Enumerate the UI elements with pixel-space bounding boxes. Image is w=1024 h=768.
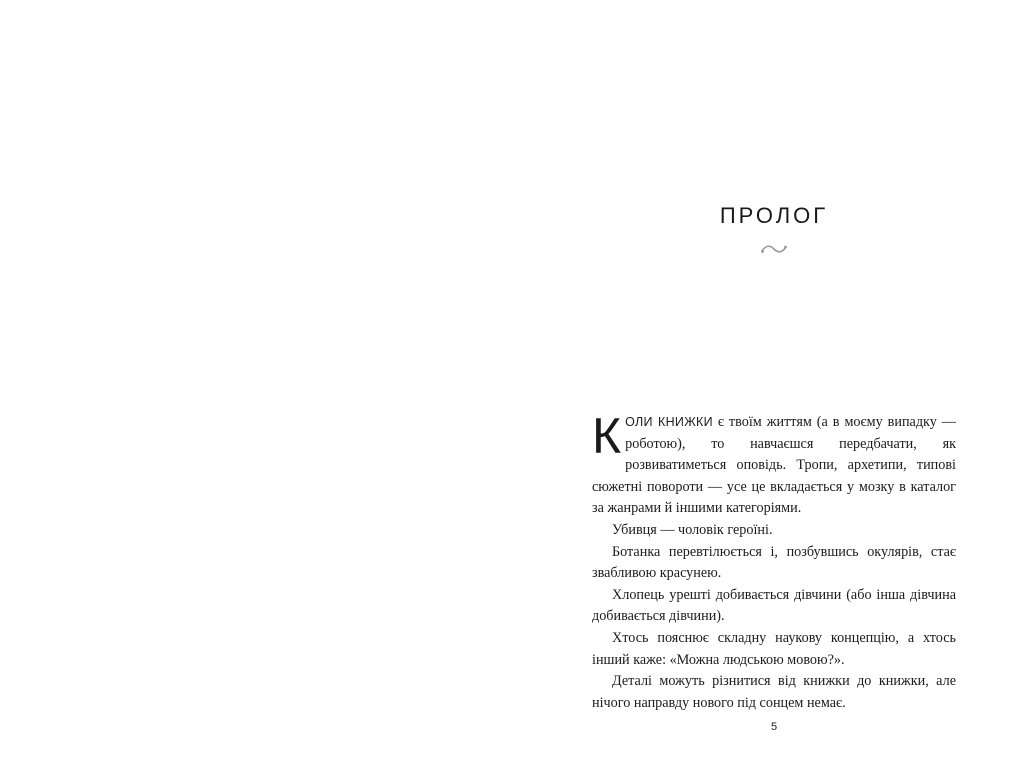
right-page <box>512 0 1024 768</box>
paragraph: Убивця — чоловік героїні. <box>612 521 773 538</box>
swash-ornament-icon <box>760 242 788 256</box>
paragraph: Хлопець урешті добивається дівчини (або інша дівчина добивається дівчини). <box>592 586 956 625</box>
page-number: 5 <box>770 721 778 733</box>
lead-smallcaps: ОЛИ КНИЖКИ <box>625 415 713 429</box>
paragraph: Хтось пояснює складну наукову концепцію, а хтось інший каже: «Можна людською мовою?». <box>592 629 956 668</box>
lead-rest: є твоїм життям (а в моєму випадку — роботою), то навчаєшся передбачати, як розвиватиметься оповідь. Тропи, архетипи, типові сюжетні повороти — усе це вкладається у мозку в каталог за жанрами й іншими категоріями. <box>592 414 956 517</box>
prologue-text <box>592 408 956 714</box>
chapter-title: ПРОЛОГ <box>719 203 829 228</box>
drop-cap: К <box>592 408 622 464</box>
opening-paragraph <box>592 408 956 520</box>
paragraph: Деталі можуть різнитися від книжки до книжки, але нічого направду нового під сонцем немає. <box>592 673 956 711</box>
paragraph: Ботанка перевтілюється і, позбувшись окулярів, стає звабливою красунею. <box>592 543 956 582</box>
